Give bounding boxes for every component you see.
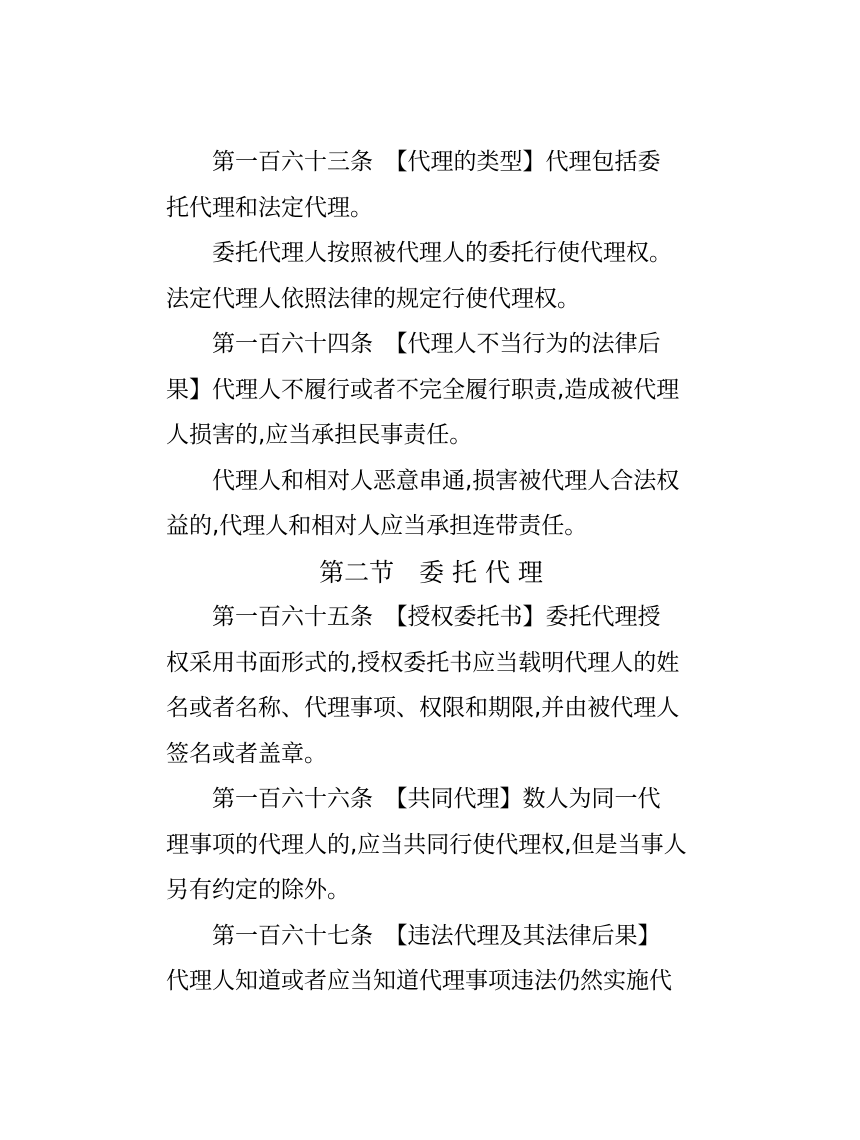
paragraph-line: 益的,代理人和相对人应当承担连带责任。 (166, 513, 588, 539)
article-165-text-line: 签名或者盖章。 (166, 740, 327, 767)
section-heading: 第二节 委 托 代 理 (319, 557, 543, 587)
article-164-heading-line: 第一百六十四条 【代理人不当行为的法律后 (212, 331, 661, 357)
article-166-text-line: 另有约定的除外。 (166, 877, 350, 903)
article-167-heading-line: 第一百六十七条 【违法代理及其法律后果】 (212, 922, 661, 949)
article-165-text-line: 权采用书面形式的,授权委托书应当载明代理人的姓 (166, 649, 680, 676)
article-164-text-line: 人损害的,应当承担民事责任。 (166, 422, 473, 448)
article-166-text-line: 理事项的代理人的,应当共同行使代理权,但是当事人 (166, 831, 687, 858)
article-165-heading-line: 第一百六十五条 【授权委托书】委托代理授 (212, 604, 661, 630)
paragraph-line: 委托代理人按照被代理人的委托行使代理权。 (212, 240, 672, 266)
article-166-heading-line: 第一百六十六条 【共同代理】数人为同一代 (212, 786, 661, 812)
paragraph-line: 法定代理人依照法律的规定行使代理权。 (166, 285, 580, 312)
article-163-heading-line: 第一百六十三条 【代理的类型】代理包括委 (212, 149, 661, 175)
article-165-text-line: 名或者名称、代理事项、权限和期限,并由被代理人 (166, 695, 680, 721)
document-body (166, 140, 696, 1005)
article-167-text-line: 代理人知道或者应当知道代理事项违法仍然实施代 (166, 968, 672, 994)
article-163-text-line: 托代理和法定代理。 (166, 194, 373, 221)
paragraph-line: 代理人和相对人恶意串通,损害被代理人合法权 (212, 467, 680, 494)
article-164-text-line: 果】代理人不履行或者不完全履行职责,造成被代理 (166, 376, 680, 403)
